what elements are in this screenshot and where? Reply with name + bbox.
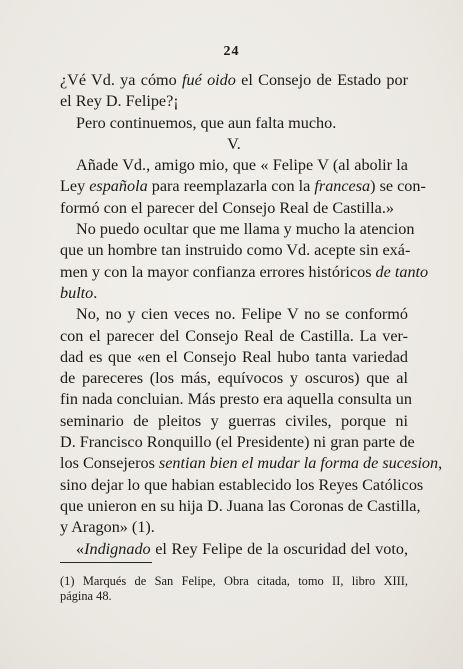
italic-text: francesa (314, 177, 371, 196)
text-line (60, 475, 424, 496)
text-line (60, 347, 408, 368)
text-line (60, 432, 415, 453)
line-text: men y con la mayor confianza errores históricos (60, 262, 376, 281)
text-line (60, 198, 408, 219)
line-text: Ley (60, 177, 90, 196)
italic-text: sentian bien el mudar la forma de sucesion (158, 454, 439, 473)
text-line (60, 219, 415, 240)
line-text: . (93, 283, 98, 302)
text-line (60, 368, 408, 389)
text-line (60, 113, 408, 134)
text-line (60, 155, 408, 176)
line-text: fin nada concluian. Más presto era aquella consulta un (60, 390, 412, 409)
text-line (60, 389, 412, 410)
footnote-line-1: (1) Marqués de San Felipe, Obra citada, tomo II, libro XIII, (60, 574, 408, 588)
line-text: Pero continuemos, que aun falta mucho. (76, 113, 337, 132)
line-text: ¿Vé Vd. ya cómo (60, 71, 183, 89)
line-text: No puedo ocultar que me llama y mucho la atencion (76, 220, 415, 239)
footnote-rule (60, 562, 152, 563)
line-text: el Consejo de Estado por (235, 71, 408, 89)
line-text: sino dejar lo que habian establecido los Reyes Católicos (60, 475, 424, 494)
footnote-line-2: página 48. (60, 589, 112, 603)
line-text: el Rey D. Felipe?¡ (60, 92, 179, 111)
italic-text: española (89, 177, 148, 196)
text-line (60, 70, 408, 91)
italic-text: de tanto (375, 262, 429, 281)
body-text (60, 70, 443, 560)
line-text: V. (227, 134, 241, 153)
line-text: , (438, 454, 443, 473)
line-text: ) se con- (370, 177, 426, 196)
text-line (60, 262, 429, 283)
line-text: D. Francisco Ronquillo (el Presidente) ni gran parte de (60, 433, 415, 452)
line-text: dad es que «en el Consejo Real hubo tanta variedad (60, 347, 408, 366)
line-text: que un hombre tan instruido como Vd. acepte sin exá- (60, 241, 411, 260)
text-line (60, 517, 408, 538)
footnote (60, 574, 408, 604)
text-line (60, 283, 408, 304)
text-line (60, 304, 408, 325)
text-line (60, 539, 408, 560)
line-text: de pareceres (los más, equívocos y oscuros) que al (60, 369, 408, 388)
text-line (60, 176, 426, 197)
italic-text: fué oido (182, 71, 236, 89)
page-number: 24 (223, 44, 240, 59)
text-line (60, 240, 411, 261)
line-text: Añade Vd., amigo mio, que « Felipe V (al abolir la (76, 156, 408, 175)
line-text: los Consejeros (60, 454, 159, 473)
line-text: con el parecer del Consejo Real de Castilla. La ver- (60, 326, 408, 345)
text-line (60, 496, 421, 517)
line-text: formó con el parecer del Consejo Real de Castilla.» (60, 198, 394, 217)
line-text: No, no y cien veces no. Felipe V no se conformó (76, 305, 408, 324)
italic-text: bulto (60, 283, 94, 302)
text-line (60, 326, 408, 347)
line-text: para reemplazarla con la (147, 177, 315, 196)
text-line (60, 134, 408, 155)
line-text: « (76, 539, 85, 558)
line-text: y Aragon» (1). (60, 518, 155, 537)
line-text: seminario de pleitos y guerras civiles, porque ni (60, 411, 408, 430)
line-text: el Rey Felipe de la oscuridad del voto, (150, 539, 408, 558)
line-text: que unieron en su hija D. Juana las Coronas de Castilla, (60, 496, 421, 515)
text-line (60, 453, 443, 474)
text-line (60, 411, 408, 432)
italic-text: Indignado (84, 539, 151, 558)
text-line (60, 91, 408, 112)
